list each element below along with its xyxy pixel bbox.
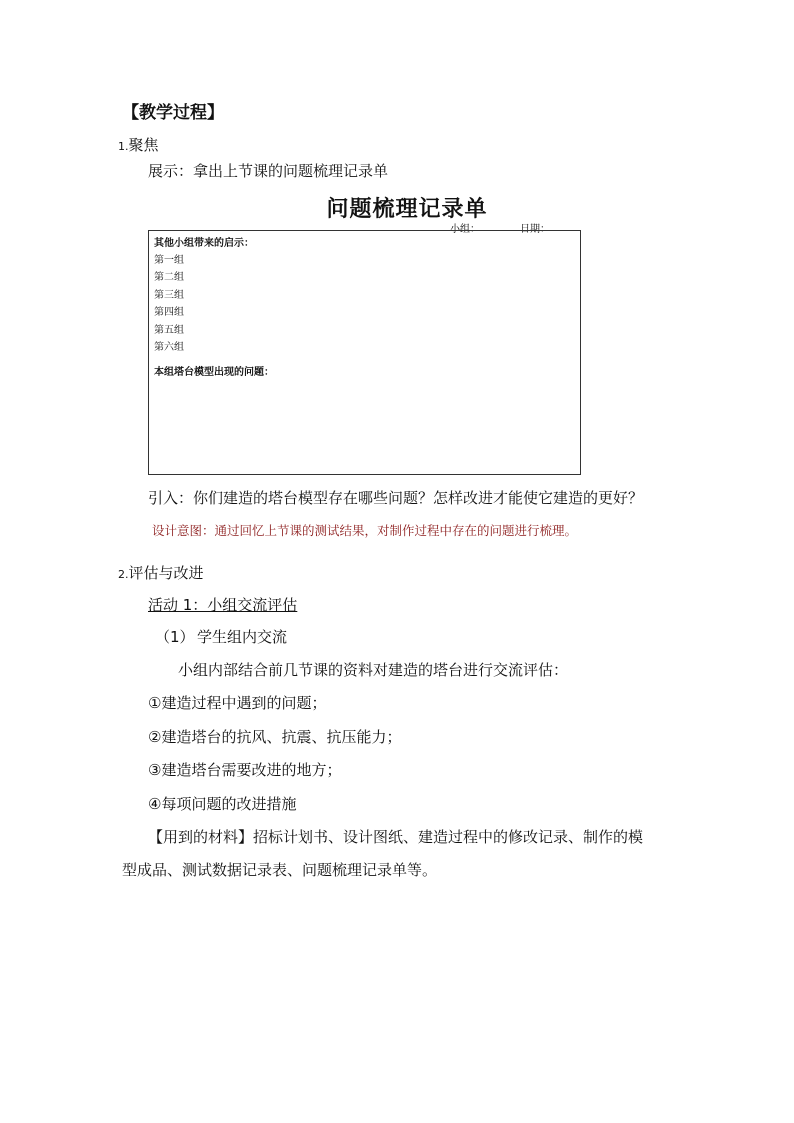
section-1-label: 聚焦 bbox=[128, 136, 159, 154]
group-row: 第二组 bbox=[154, 272, 184, 283]
materials-line-2: 型成品、测试数据记录表、问题梳理记录单等。 bbox=[122, 861, 438, 879]
group-row: 第六组 bbox=[154, 342, 184, 353]
record-sheet-group-label: 小组： bbox=[450, 224, 480, 235]
section-1-number: 1. bbox=[118, 140, 129, 153]
activity-1-title: 活动 1：小组交流评估 bbox=[148, 596, 298, 614]
problems-label: 本组塔台模型出现的问题： bbox=[154, 367, 274, 378]
group-row: 第一组 bbox=[154, 255, 184, 266]
section-2-number: 2. bbox=[118, 568, 129, 581]
materials-line-1: 【用到的材料】招标计划书、设计图纸、建造过程中的修改记录、制作的模 bbox=[148, 828, 644, 846]
record-sheet-date-label: 日期： bbox=[520, 224, 550, 235]
record-sheet-box bbox=[148, 230, 581, 475]
group-row: 第四组 bbox=[154, 307, 184, 318]
intro-line: 引入：你们建造的塔台模型存在哪些问题？怎样改进才能使它建造的更好？ bbox=[148, 489, 644, 507]
step-1-number: （1） bbox=[155, 628, 195, 646]
section-2-title bbox=[118, 562, 204, 583]
list-item: ①建造过程中遇到的问题； bbox=[148, 694, 327, 712]
group-row: 第三组 bbox=[154, 290, 184, 301]
teaching-process-heading: 【教学过程】 bbox=[122, 103, 224, 123]
show-line: 展示：拿出上节课的问题梳理记录单 bbox=[148, 162, 389, 180]
section-2-label: 评估与改进 bbox=[128, 564, 204, 582]
step-1-text: 学生组内交流 bbox=[197, 628, 288, 646]
list-item: ②建造塔台的抗风、抗震、抗压能力； bbox=[148, 728, 402, 746]
section-1-title bbox=[118, 134, 159, 155]
inspiration-label: 其他小组带来的启示： bbox=[154, 238, 254, 249]
list-item: ③建造塔台需要改进的地方； bbox=[148, 761, 342, 779]
design-intent-line: 设计意图：通过回忆上节课的测试结果，对制作过程中存在的问题进行梳理。 bbox=[152, 523, 578, 538]
list-item: ④每项问题的改进措施 bbox=[148, 795, 297, 813]
group-row: 第五组 bbox=[154, 325, 184, 336]
record-sheet-title: 问题梳理记录单 bbox=[326, 197, 488, 222]
step-1-description: 小组内部结合前几节课的资料对建造的塔台进行交流评估： bbox=[178, 661, 569, 679]
